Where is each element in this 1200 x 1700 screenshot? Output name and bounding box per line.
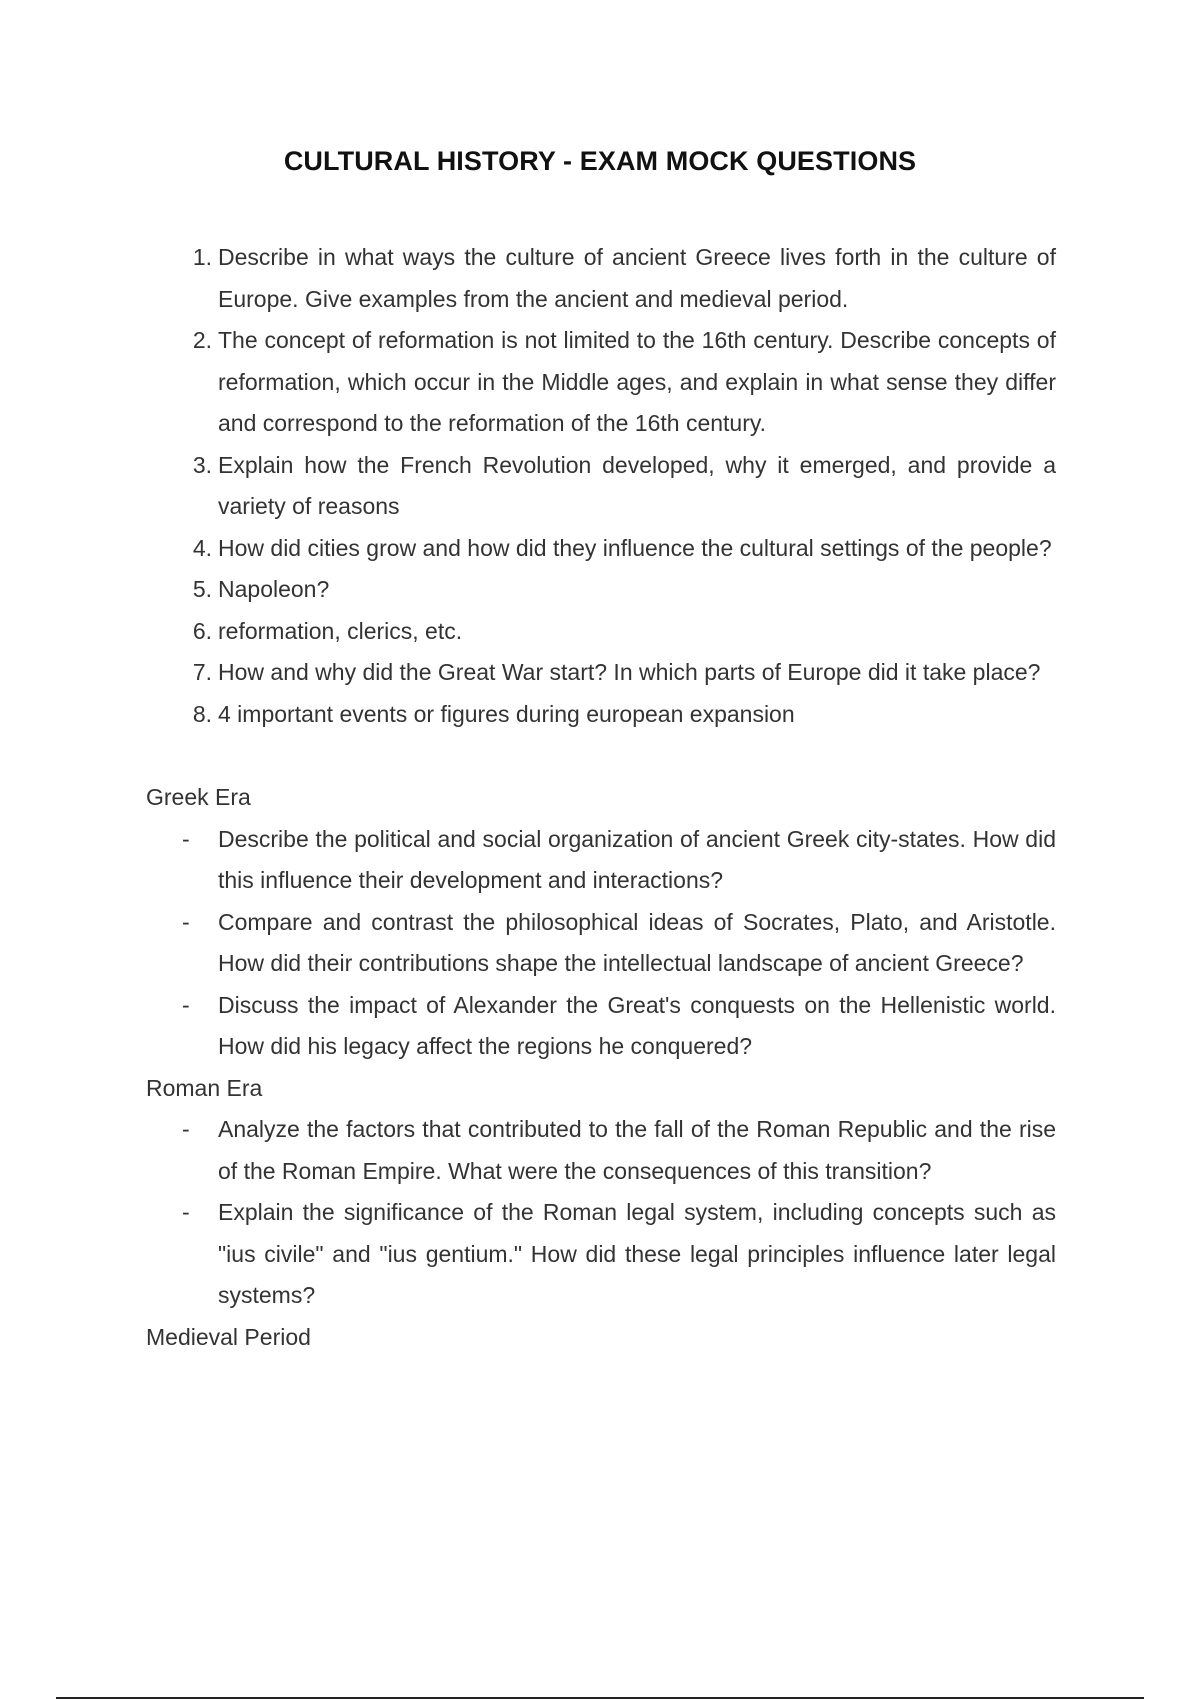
question-number: 4. (192, 534, 212, 561)
question-text: How did cities grow and how did they influence the cultural settings of the people? (218, 534, 1052, 561)
question-item (146, 528, 1056, 570)
question-item (146, 445, 1056, 528)
list-item-text: Analyze the factors that contributed to the fall of the Roman Republic and the rise of the Roman Empire. What were the consequences of this transition? (218, 1116, 1056, 1184)
question-text: Describe in what ways the culture of ancient Greece lives forth in the culture of Europe. Give examples from the ancient and medieval period. (218, 244, 1056, 312)
list-item-text: Compare and contrast the philosophical ideas of Socrates, Plato, and Aristotle. How did their contributions shape the intellectual landscape of ancient Greece? (218, 908, 1056, 976)
question-item (146, 237, 1056, 320)
question-list (146, 237, 1056, 735)
greek-era-list (146, 819, 1056, 1068)
question-text: How and why did the Great War start? In which parts of Europe did it take place? (218, 659, 1041, 685)
section-title-roman-era: Roman Era (146, 1074, 263, 1101)
list-item (146, 1192, 1056, 1317)
bullet-dash: - (182, 1199, 190, 1225)
list-item-text: Explain the significance of the Roman legal system, including concepts such as "ius civile" and "ius gentium." How did these legal principles influence later legal systems? (218, 1199, 1056, 1308)
question-number: 8. (192, 700, 212, 727)
bullet-dash: - (182, 991, 190, 1018)
question-number: 3. (192, 451, 212, 478)
question-text: 4 important events or figures during european expansion (218, 700, 795, 727)
question-item (146, 320, 1056, 445)
question-item (146, 611, 1056, 653)
question-number: 6. (192, 617, 212, 644)
roman-era-list (146, 1109, 1056, 1317)
section-title-greek-era: Greek Era (146, 784, 251, 810)
document-title: CULTURAL HISTORY - EXAM MOCK QUESTIONS (283, 146, 917, 176)
list-item (146, 819, 1056, 902)
question-item (146, 694, 1056, 736)
bullet-dash: - (182, 1116, 190, 1142)
section-title-medieval-period: Medieval Period (146, 1323, 311, 1350)
question-number: 2. (192, 327, 212, 353)
question-text: The concept of reformation is not limited to the 16th century. Describe concepts of reformation, which occur in the Middle ages, and explain in what sense they differ and correspond to the reformation of the 16th century. (218, 327, 1056, 436)
document-body (146, 237, 1056, 1358)
list-item-text: Discuss the impact of Alexander the Great's conquests on the Hellenistic world. How did his legacy affect the regions he conquered? (218, 991, 1056, 1059)
question-text: reformation, clerics, etc. (218, 617, 463, 644)
list-item (146, 1109, 1056, 1192)
question-item (146, 569, 1056, 611)
bullet-dash: - (182, 825, 190, 852)
page-bottom-rule (56, 1697, 1144, 1699)
question-number: 1. (192, 244, 212, 270)
list-item (146, 985, 1056, 1068)
question-number: 7. (192, 659, 212, 685)
bullet-dash: - (182, 908, 190, 935)
question-text: Napoleon? (218, 576, 330, 602)
list-item (146, 902, 1056, 985)
question-text: Explain how the French Revolution developed, why it emerged, and provide a variety of reasons (218, 451, 1056, 519)
question-item (146, 652, 1056, 694)
question-number: 5. (192, 576, 212, 602)
list-item-text: Describe the political and social organization of ancient Greek city-states. How did this influence their development and interactions? (218, 825, 1056, 893)
